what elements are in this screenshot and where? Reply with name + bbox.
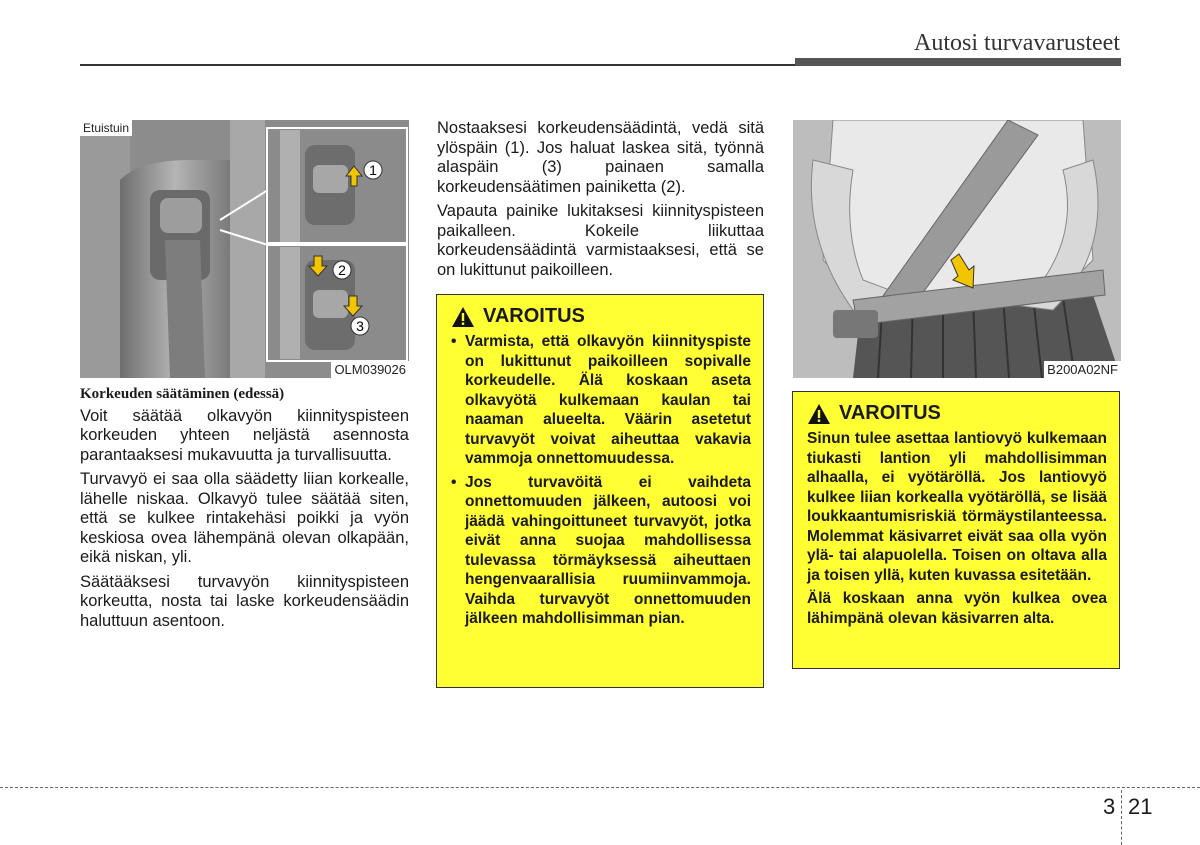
paragraph: Säätääksesi turvavyön kiinnityspisteen korkeutta, nosta tai laske korkeudensäädin haluttuun asentoon. <box>80 572 409 630</box>
header-rule-bold <box>795 58 1121 66</box>
figure-label: Etuistuin <box>80 120 132 136</box>
paragraph: Turvavyö ei saa olla säädetty liian korkealle, lähelle niskaa. Olkavyö tulee säätää siten, että se kulkee rintakehäsi poikki ja vyön keskiosa ovea lähempänä olevan olkapään, eikä niskan, yli. <box>80 470 409 566</box>
warning-box <box>436 294 764 688</box>
warning-header <box>451 305 751 328</box>
text-column-middle <box>437 119 764 285</box>
figure-lap-belt <box>793 120 1121 378</box>
callout-2: 2 <box>338 262 346 278</box>
warning-list <box>451 332 751 629</box>
lap-belt-illustration <box>793 120 1121 378</box>
page-number: 21 <box>1128 794 1153 819</box>
figure-height-adjuster <box>80 120 409 378</box>
section-title: Autosi turvavarusteet <box>914 30 1120 56</box>
figure-code: B200A02NF <box>1044 361 1121 378</box>
warning-box <box>792 391 1120 669</box>
callout-3: 3 <box>356 318 364 334</box>
warning-header <box>807 402 1107 425</box>
warning-title: VAROITUS <box>839 402 941 424</box>
warning-triangle-icon <box>807 403 831 425</box>
paragraph: Vapauta painike lukitaksesi kiinnityspisteen paikalleen. Kokeile liikuttaa korkeudensäädintä varmistaaksesi, että se on lukittunut paikoilleen. <box>437 202 764 279</box>
list-item: • Jos turvavöitä ei vaihdeta onnettomuuden jälkeen, autoosi voi jäädä vahingoittuneet turvavyöt, jotka eivät anna suojaa mahdollisessa tulevassa törmäyksessä aiheuttaen hengenvaarallisia ruumiinvammoja. Vaihda turvavyöt onnettomuuden jälkeen mahdollisimman pian. <box>451 473 751 627</box>
height-adjuster-illustration <box>80 120 409 378</box>
callout-1: 1 <box>369 162 377 178</box>
paragraph: Älä koskaan anna vyön kulkea ovea lähimpänä olevan käsivarren alta. <box>807 590 1107 627</box>
paragraph: Sinun tulee asettaa lantiovyö kulkemaan tiukasti lantion yli mahdollisimman alhaalla, ei vyötäröllä. Jos lantiovyö kulkee liian korkealla vyötäröllä, se lisää loukkaantumisriskiä törmäystilanteessa. Molemmat käsivarret eivät saa olla vyön ylä- tai alapuolella. Toisen on oltava alla ja toisen yllä, kuten kuvassa esitetään. <box>807 430 1107 584</box>
paragraph: Voit säätää olkavyön kiinnityspisteen korkeuden yhteen neljästä asennosta parantaaksesi mukavuutta ja turvallisuutta. <box>80 406 409 464</box>
text-column-left <box>80 385 409 636</box>
chapter-number: 3 <box>1103 794 1116 819</box>
subheading: Korkeuden säätäminen (edessä) <box>80 386 285 402</box>
footer-rule <box>0 787 1200 788</box>
figure-code: OLM039026 <box>331 361 409 378</box>
warning-title: VAROITUS <box>483 305 585 327</box>
list-item: • Varmista, että olkavyön kiinnityspiste on lukittunut paikoilleen sopivalle korkeudelle. Älä koskaan aseta olkavyötä kulkemaan kaulan tai naaman alueelta. Väärin asetetut turvavyöt voivat aiheuttaa vakavia vammoja onnettomuudessa. <box>451 333 751 467</box>
warning-triangle-icon <box>451 306 475 328</box>
header-rule <box>80 64 795 66</box>
paragraph: Nostaaksesi korkeudensäädintä, vedä sitä ylöspäin (1). Jos haluat laskea sitä, työnnä alaspäin (3) painaen samalla korkeudensäätimen painiketta (2). <box>437 119 764 196</box>
page-divider <box>1121 790 1122 845</box>
